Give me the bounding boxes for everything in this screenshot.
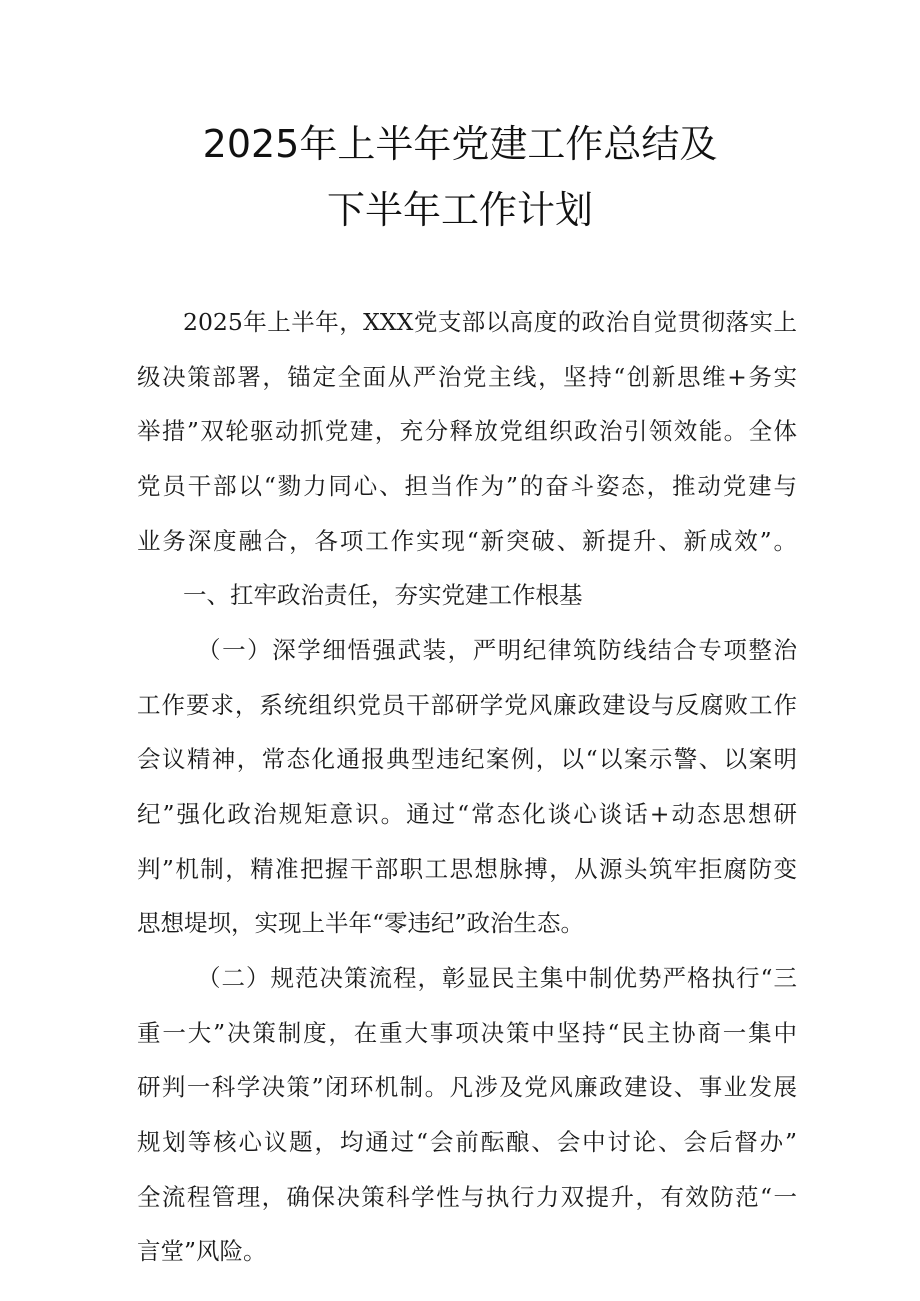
section-heading-1: 一、扛牢政治责任，夯实党建工作根基	[183, 581, 583, 609]
document-title-line-2: 下半年工作计划	[326, 188, 593, 232]
paragraph-1-line-1: 2025年上半年，XXX党支部以高度的政治自觉贯彻落实上	[183, 308, 797, 336]
paragraph-1-line-5: 业务深度融合，各项工作实现“新突破、新提升、新成效”。	[137, 527, 797, 555]
paragraph-2-line-4: 纪”强化政治规矩意识。通过“常态化谈心谈话+动态思想研	[137, 800, 797, 828]
paragraph-2-line-1: （一）深学细悟强武装，严明纪律筑防线结合专项整治	[197, 636, 797, 664]
paragraph-3-line-3: 研判一科学决策”闭环机制。凡涉及党风廉政建设、事业发展	[137, 1073, 797, 1101]
paragraph-1-line-2: 级决策部署，锚定全面从严治党主线，坚持“创新思维+务实	[137, 363, 797, 391]
paragraph-3-line-6: 言堂”风险。	[137, 1237, 267, 1265]
paragraph-1-line-3: 举措”双轮驱动抓党建，充分释放党组织政治引领效能。全体	[137, 417, 797, 445]
paragraph-2-line-6: 思想堤坝，实现上半年“零违纪”政治生态。	[137, 909, 585, 937]
paragraph-2-line-2: 工作要求，系统组织党员干部研学党风廉政建设与反腐败工作	[137, 691, 797, 719]
paragraph-3-line-1: （二）规范决策流程，彰显民主集中制优势严格执行“三	[197, 964, 797, 992]
paragraph-3-line-2: 重一大”决策制度，在重大事项决策中坚持“民主协商一集中	[137, 1019, 797, 1047]
paragraph-2-line-3: 会议精神，常态化通报典型违纪案例，以“以案示警、以案明	[137, 745, 797, 773]
paragraph-3-line-4: 规划等核心议题，均通过“会前酝酿、会中讨论、会后督办”	[137, 1128, 797, 1156]
paragraph-1-line-4: 党员干部以“勠力同心、担当作为”的奋斗姿态，推动党建与	[137, 472, 797, 500]
document-title-line-1: 2025年上半年党建工作总结及	[202, 122, 718, 166]
paragraph-2-line-5: 判”机制，精准把握干部职工思想脉搏，从源头筑牢拒腐防变	[137, 855, 797, 883]
paragraph-3-line-5: 全流程管理，确保决策科学性与执行力双提升，有效防范“一	[137, 1183, 797, 1211]
